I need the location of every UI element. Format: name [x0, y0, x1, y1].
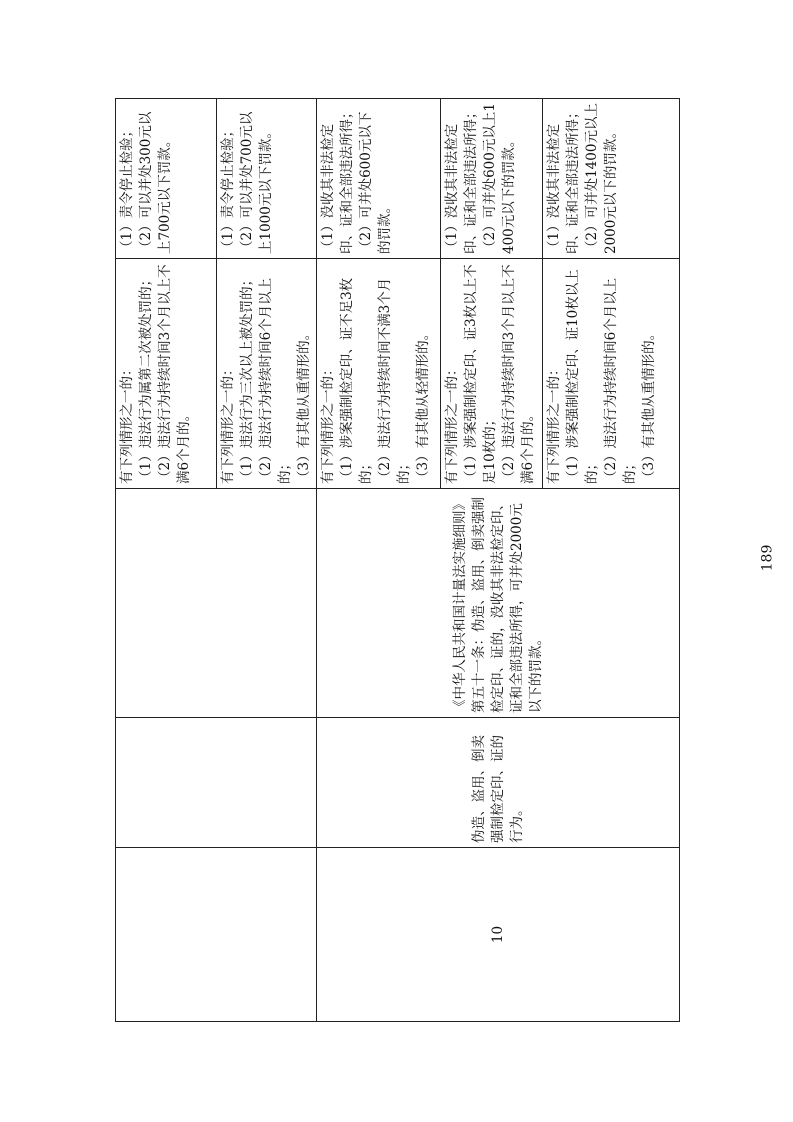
text-line: 有下列情形之一的： — [546, 362, 562, 484]
text-line: （2）可并处1400元以上2000元以下的罚款。 — [584, 103, 619, 254]
text-line: （1）涉案强制检定印、证10枚以上的； — [565, 269, 600, 484]
penalty-cell — [441, 99, 543, 259]
text-line: （1）涉案强制检定印、证3枚以上不足10枚的； — [463, 264, 498, 484]
text-line: （1）责令停止检验； — [119, 123, 135, 254]
penalty-cell — [116, 99, 217, 259]
text-line: （2）可以并处300元以上700元以下罚款。 — [138, 111, 173, 254]
table-row — [317, 99, 441, 1022]
page-number: 189 — [759, 544, 776, 572]
text-line: （3）有其他从重情形的。 — [641, 326, 657, 484]
number-cell-empty — [116, 848, 317, 1022]
behavior-cell-empty — [116, 718, 317, 848]
text-line: 有下列情形之一的： — [220, 362, 236, 484]
text-line: （3）有其他从重情形的。 — [296, 326, 312, 484]
penalty-cell — [217, 99, 317, 259]
legal-basis-cell: 《中华人民共和国计量法实施细则》第五十一条：伪造、盗用、倒卖强制检定印、证的，没收其非法检定印、证和全部违法所得，可并处2000元以下的罚款。 — [317, 489, 680, 718]
behavior-cell: 伪造、盗用、倒卖强制检定印、证的行为。 — [317, 718, 680, 848]
circumstance-cell — [217, 259, 317, 489]
legal-basis-cell-empty — [116, 489, 317, 718]
circumstance-cell — [543, 259, 680, 489]
text-line: （1）责令停止检验； — [220, 123, 236, 254]
penalty-cell — [317, 99, 441, 259]
text-line: （2）可并处600元以下的罚款。 — [358, 111, 393, 254]
text-line: （2）违法行为持续时间3个月以上不满6个月的。 — [157, 264, 192, 484]
circumstance-cell — [116, 259, 217, 489]
table-row — [116, 99, 217, 1022]
text-line: （2）可以并处700元以上1000元以下罚款。 — [239, 111, 274, 254]
number-cell: 10 — [317, 848, 680, 1022]
rotated-page — [115, 99, 677, 1022]
text-line: （2）违法行为持续时间不满3个月的； — [377, 277, 412, 484]
circumstance-cell — [441, 259, 543, 489]
circumstance-cell — [317, 259, 441, 489]
text-line: （2）违法行为持续时间3个月以上不满6个月的。 — [501, 264, 536, 484]
penalty-cell — [543, 99, 680, 259]
text-line: （2）违法行为持续时间6个月以上的； — [603, 277, 638, 484]
text-line: 有下列情形之一的： — [444, 362, 460, 484]
text-line: （1）没收其非法检定印、证和全部违法所得； — [444, 105, 479, 254]
text-line: （1）没收其非法检定印、证和全部违法所得； — [320, 105, 355, 254]
text-line: （2）违法行为持续时间6个月以上的； — [258, 277, 293, 484]
text-line: 有下列情形之一的： — [320, 362, 336, 484]
text-line: （1）违法行为三次以上被处罚的； — [239, 272, 255, 484]
text-line: （2）可并处600元以上1400元以下的罚款。 — [482, 103, 517, 254]
text-line: （1）涉案强制检定印、证不足3枚的； — [339, 277, 374, 484]
text-line: （1）没收其非法检定印、证和全部违法所得； — [546, 105, 581, 254]
text-line: （3）有其他从轻情形的。 — [415, 326, 431, 484]
text-line: （1）违法行为属第二次被处罚的； — [138, 272, 154, 484]
penalty-table — [115, 98, 680, 1022]
text-line: 有下列情形之一的： — [119, 362, 135, 484]
